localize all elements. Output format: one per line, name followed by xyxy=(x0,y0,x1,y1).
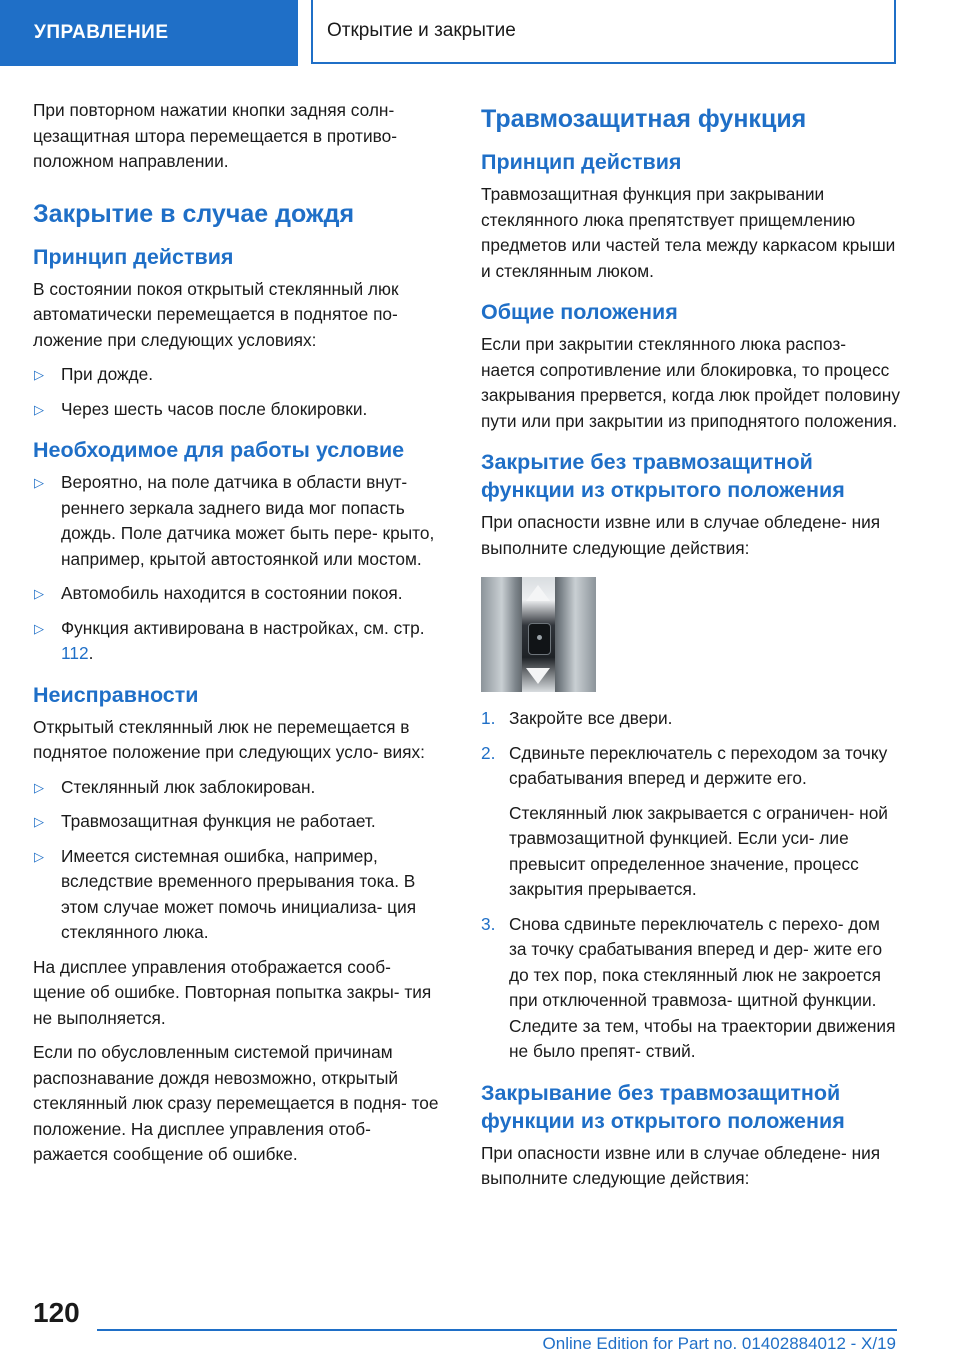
intro-paragraph: При повторном нажатии кнопки задняя солн- цезащитная штора перемещается в противо- положном направлении. xyxy=(33,100,397,171)
subheading-close-without-protection: Закрытие без травмозащитной функции из открытого положения xyxy=(481,450,845,502)
step-item: 2. Сдвиньте переключатель с переходом за точку срабатывания вперед и держите его. Стеклянный люк закрывается с ограничен- ной травмозащитной функцией. Если уси- лие превысит определенное значение, процесс закрытия прерывается. xyxy=(481,741,901,903)
subheading-conditions: Необходимое для работы условие xyxy=(33,438,405,462)
edition-footer: Online Edition for Part no. 01402884012 - X/19 xyxy=(542,1334,896,1353)
faults-paragraph: Открытый стеклянный люк не перемещается в поднятое положение при следующих усло- виях: xyxy=(33,716,425,762)
triangle-bullet-icon: ▷ xyxy=(34,848,44,864)
right-column xyxy=(481,98,901,1201)
faults-note-2: Если по обусловленным системой причинам распознавание дождя невозможно, открытый стеклянный люк сразу перемещается в подня- тое положение. На дисплее управления отоб- ражается сообщение об ошибке. xyxy=(33,1042,439,1164)
close-paragraph: При опасности извне или в случае обледене- ния выполните следующие действия: xyxy=(481,512,881,558)
step-note: Стеклянный люк закрывается с ограничен- ной травмозащитной функцией. Если уси- лие превысит определенное значение, процесс закрытия прерывается. xyxy=(509,802,888,899)
footer-divider xyxy=(97,1329,897,1331)
step-item: 3. Снова сдвиньте переключатель с перехо- дом за точку срабатывания вперед и дер- жите его до тех пор, пока стеклянный люк не закроется при отключенной травмоза- щитной функции. Следите за тем, чтобы на траектории движения не было препят- ствий. xyxy=(481,913,896,1061)
closing-paragraph: При опасности извне или в случае обледене- ния выполните следующие действия: xyxy=(481,1142,881,1188)
subheading-principle: Принцип действия xyxy=(33,244,234,269)
faults-list xyxy=(33,775,443,946)
list-item: ▷ Через шесть часов после блокировки. xyxy=(33,397,443,423)
triangle-bullet-icon: ▷ xyxy=(34,475,44,490)
arrow-down-icon xyxy=(526,668,550,684)
principle-list xyxy=(33,362,443,422)
steps-list xyxy=(481,706,901,1065)
list-item: ▷ При дожде. xyxy=(33,362,443,388)
triangle-bullet-icon: ▷ xyxy=(34,620,44,636)
triangle-bullet-icon: ▷ xyxy=(34,586,44,601)
general-paragraph: Если при закрытии стеклянного люка распоз- нается сопротивление или блокировка, то процесс закрывания прервется, когда люк пройдет половину пути или при закрытии из приподнятого положения. xyxy=(481,334,900,431)
triangle-bullet-icon: ▷ xyxy=(34,367,44,382)
conditions-list xyxy=(33,470,443,667)
section-heading-pinch: Травмозащитная функция xyxy=(481,105,807,133)
list-item: ▷ Имеется системная ошибка, например, вследствие временного прерывания тока. В этом случае может помочь инициализа- ция стеклянного люка. xyxy=(34,845,417,942)
principle-paragraph: В состоянии покоя открытый стеклянный люк автоматически перемещается в поднятое по- ложение при следующих условиях: xyxy=(33,278,399,350)
subheading-closing-without-protection: Закрывание без травмозащитной функции из открытого положения xyxy=(481,1080,845,1133)
switch-knob xyxy=(528,623,551,655)
list-item: ▷ Стеклянный люк заблокирован. xyxy=(33,775,443,801)
triangle-bullet-icon: ▷ xyxy=(34,814,44,829)
faults-note-1: На дисплее управления отображается сооб- щение об ошибке. Повторная попытка закры- тия не выполняется. xyxy=(33,956,432,1028)
chapter-title: Открытие и закрытие xyxy=(311,0,896,64)
list-item: ▷ Функция активирована в настройках, см. стр. 112. xyxy=(34,617,425,663)
sunroof-switch-image xyxy=(481,577,596,692)
step-item: 1. Закройте все двери. xyxy=(481,708,673,728)
triangle-bullet-icon: ▷ xyxy=(34,401,44,417)
list-item: ▷ Автомобиль находится в состоянии покоя. xyxy=(33,581,443,607)
section-heading-rain: Закрытие в случае дождя xyxy=(33,199,355,228)
page-reference-link[interactable]: 112 xyxy=(61,643,89,663)
principle-paragraph: Травмозащитная функция при закрывании стеклянного люка препятствует прищемлению предметов или частей тела между каркасом крыши и стеклянным люком. xyxy=(481,184,896,281)
triangle-bullet-icon: ▷ xyxy=(34,779,44,795)
list-item: ▷ Травмозащитная функция не работает. xyxy=(33,809,443,835)
subheading-principle: Принцип действия xyxy=(481,150,682,174)
page-number: 120 xyxy=(33,1297,80,1328)
left-column xyxy=(33,98,443,1177)
subheading-general: Общие положения xyxy=(481,300,678,324)
section-tab: УПРАВЛЕНИЕ xyxy=(0,0,298,66)
arrow-up-icon xyxy=(526,585,550,601)
subheading-faults: Неисправности xyxy=(33,682,199,707)
list-item: ▷ Вероятно, на поле датчика в области внут- реннего зеркала заднего вида мог попасть дождь. Поле датчика может быть пере- крыто, например, крытой автостоянкой или мостом. xyxy=(34,472,435,569)
